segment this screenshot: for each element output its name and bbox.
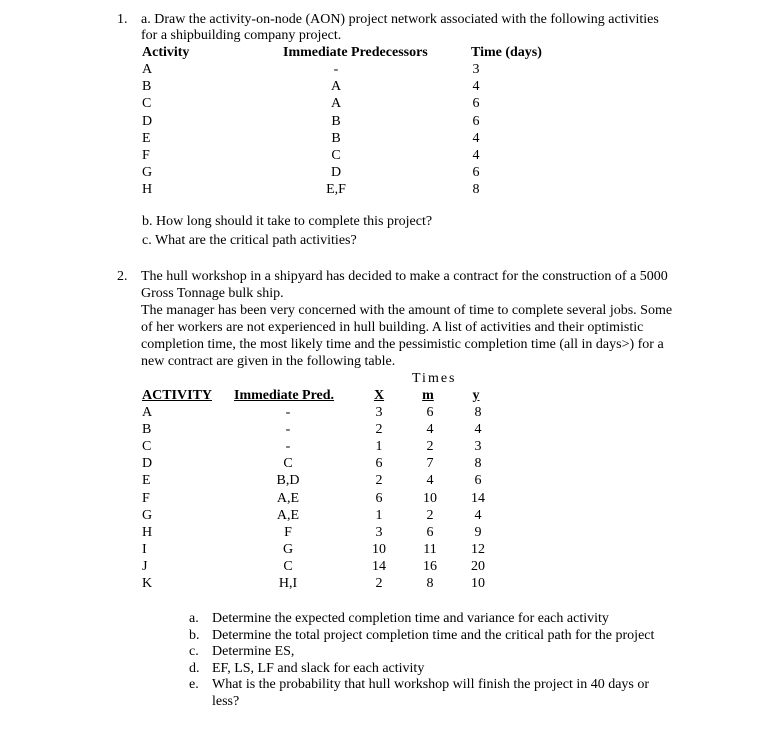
q2-number: 2.	[117, 269, 128, 284]
q1-cell-activity: G	[142, 165, 153, 181]
q2-cell-activity: G	[142, 507, 153, 523]
q1-cell-activity: H	[142, 182, 153, 198]
q2-cell-y: 9	[474, 524, 482, 540]
q2-cell-y: 10	[471, 576, 485, 591]
q2-para2-line2: of her workers are not experienced in hull building. A list of activities and their optimistic	[141, 320, 644, 335]
q2-task-label: e.	[189, 677, 199, 693]
q2-cell-activity: I	[142, 541, 147, 557]
q2-task-text: less?	[212, 694, 240, 709]
q1-cell-time: 8	[472, 182, 480, 198]
q1-header-time: Time (days)	[471, 45, 542, 60]
q2-cell-m: 16	[423, 558, 437, 574]
q1-prompt-line2: for a shipbuilding company project.	[141, 28, 342, 43]
q2-task-label: b.	[189, 627, 200, 643]
q2-cell-activity: E	[142, 473, 151, 489]
q1-cell-pred: B	[331, 130, 341, 146]
q2-cell-pred: -	[285, 422, 291, 438]
q2-cell-pred: G	[282, 541, 294, 557]
q2-cell-activity: K	[142, 576, 153, 591]
q1-cell-activity: E	[142, 130, 151, 146]
q2-header-x: X	[373, 388, 385, 403]
q1-cell-time: 4	[472, 79, 480, 95]
q2-cell-activity: C	[142, 439, 152, 455]
q1-cell-time: 4	[472, 130, 480, 146]
q2-cell-y: 4	[474, 507, 482, 523]
q1-cell-time: 6	[472, 113, 480, 129]
q2-task-text: Determine the expected completion time and variance for each activity	[212, 611, 609, 626]
q2-cell-x: 3	[375, 524, 383, 540]
q2-cell-activity: D	[142, 456, 153, 472]
q1-cell-time: 3	[472, 62, 480, 77]
q1-prompt-line1: a. Draw the activity-on-node (AON) project network associated with the following activities	[141, 12, 659, 27]
q2-cell-y: 8	[474, 456, 482, 472]
q2-cell-activity: F	[142, 490, 150, 506]
q2-cell-pred: C	[283, 558, 293, 574]
q2-cell-x: 10	[372, 541, 386, 557]
q2-cell-x: 6	[375, 490, 383, 506]
q2-cell-m: 10	[423, 490, 437, 506]
q2-cell-pred: A,E	[276, 490, 300, 506]
q2-cell-y: 12	[471, 541, 485, 557]
q2-cell-y: 8	[474, 405, 482, 420]
q1-header-pred: Immediate Predecessors	[283, 45, 428, 60]
q2-times-label: Times	[412, 371, 457, 386]
q2-cell-x: 1	[375, 439, 383, 455]
q2-cell-activity: J	[142, 558, 148, 574]
q1-cell-time: 4	[472, 148, 480, 163]
q2-cell-y: 3	[474, 439, 482, 455]
q2-cell-x: 1	[375, 507, 383, 523]
q2-cell-y: 14	[471, 490, 485, 506]
q1-cell-pred: E,F	[326, 182, 346, 198]
q2-cell-m: 8	[426, 576, 434, 591]
q2-cell-y: 20	[471, 558, 485, 574]
q2-cell-activity: A	[142, 405, 153, 420]
q1-cell-pred: A	[330, 79, 342, 95]
q2-cell-x: 2	[375, 422, 383, 438]
q2-cell-pred: A,E	[276, 507, 300, 523]
q1-cell-activity: D	[142, 113, 153, 129]
q1-cell-activity: A	[142, 62, 153, 77]
q2-cell-m: 6	[426, 524, 434, 540]
q1-cell-pred: B	[331, 113, 341, 129]
q2-task-label: d.	[189, 660, 200, 676]
q1-cell-pred: -	[333, 62, 339, 77]
q1-part-c: c. What are the critical path activities?	[142, 233, 357, 248]
q2-cell-m: 7	[426, 456, 434, 472]
q1-header-activity: Activity	[142, 45, 190, 60]
q2-header-m: m	[422, 388, 434, 403]
q2-cell-m: 2	[426, 507, 434, 523]
q1-cell-time: 6	[472, 165, 480, 181]
q2-cell-pred: H,I	[278, 576, 298, 591]
q2-task-label: a.	[189, 611, 199, 626]
q2-cell-x: 14	[372, 558, 386, 574]
q2-task-label: c.	[189, 644, 199, 660]
q2-task-text: Determine ES,	[212, 644, 295, 660]
q2-task-text: EF, LS, LF and slack for each activity	[212, 660, 425, 676]
q2-cell-x: 3	[375, 405, 383, 420]
q2-header-activity: ACTIVITY	[142, 388, 213, 403]
q2-header-pred: Immediate Pred.	[234, 388, 335, 403]
q1-cell-pred: A	[330, 96, 342, 112]
q2-cell-m: 4	[426, 473, 434, 489]
q2-cell-m: 4	[426, 422, 434, 438]
q2-task-text: Determine the total project completion time and the critical path for the project	[212, 627, 655, 643]
q1-cell-activity: B	[142, 79, 152, 95]
q2-cell-y: 4	[474, 422, 482, 438]
q2-cell-pred: B,D	[276, 473, 300, 489]
q1-cell-activity: F	[142, 148, 150, 163]
q1-cell-pred: D	[330, 165, 342, 181]
q2-para2-line4: new contract are given in the following table.	[141, 354, 396, 369]
q1-cell-activity: C	[142, 96, 152, 112]
q1-cell-pred: C	[331, 148, 341, 163]
q2-cell-m: 6	[426, 405, 434, 420]
q2-cell-x: 2	[375, 473, 383, 489]
q2-header-y: y	[472, 388, 480, 403]
q2-cell-m: 11	[423, 541, 437, 557]
q2-cell-activity: B	[142, 422, 152, 438]
q2-para2-line3: completion time, the most likely time and the pessimistic completion time (all in days>) for a	[141, 337, 664, 352]
q2-cell-pred: -	[285, 405, 291, 420]
q2-cell-pred: F	[284, 524, 292, 540]
q2-task-text: What is the probability that hull workshop will finish the project in 40 days or	[212, 677, 650, 693]
q2-cell-activity: H	[142, 524, 153, 540]
q1-cell-time: 6	[472, 96, 480, 112]
q2-cell-y: 6	[474, 473, 482, 489]
q1-number: 1.	[117, 12, 128, 27]
q2-cell-m: 2	[426, 439, 434, 455]
q2-cell-pred: C	[283, 456, 293, 472]
q2-cell-x: 6	[375, 456, 383, 472]
q1-part-b: b. How long should it take to complete this project?	[142, 214, 433, 229]
q2-cell-pred: -	[285, 439, 291, 455]
q2-para2-line1: The manager has been very concerned with the amount of time to complete several jobs. Some	[141, 303, 673, 318]
q2-para1-line2: Gross Tonnage bulk ship.	[141, 286, 284, 301]
q2-cell-x: 2	[375, 576, 383, 591]
q2-para1-line1: The hull workshop in a shipyard has decided to make a contract for the construction of a 5000	[141, 269, 668, 284]
